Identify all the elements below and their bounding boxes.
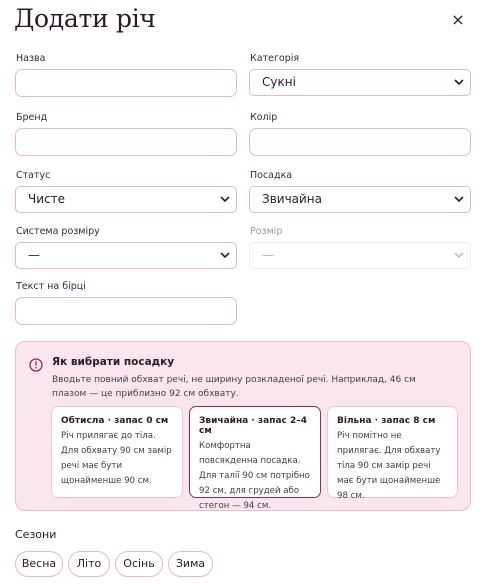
fit-card-text: Річ прилягає до тіла. Для обхвату 90 см замір речі має бути щонайменше 90 см. bbox=[61, 431, 172, 486]
status-value: Чисте bbox=[28, 192, 65, 206]
tag-text-label: Текст на бірці bbox=[16, 281, 86, 292]
season-chip-spring[interactable]: Весна bbox=[15, 551, 63, 577]
chevron-down-icon bbox=[220, 250, 230, 260]
size-label: Розмір bbox=[250, 226, 283, 237]
status-select[interactable] bbox=[15, 186, 237, 213]
fit-card-loose[interactable] bbox=[327, 406, 458, 501]
fit-card-tight[interactable] bbox=[51, 406, 183, 498]
size-value: — bbox=[262, 248, 274, 262]
info-icon bbox=[29, 357, 43, 371]
fit-card-title: Звичайна · запас 2–4 см bbox=[199, 416, 308, 436]
fit-card-title: Вільна · запас 8 см bbox=[337, 416, 436, 426]
chevron-down-icon bbox=[454, 77, 464, 87]
fit-hint-panel bbox=[15, 341, 471, 511]
season-chip-summer[interactable]: Літо bbox=[68, 551, 110, 577]
brand-input[interactable] bbox=[15, 128, 237, 156]
chevron-down-icon bbox=[454, 194, 464, 204]
fit-value: Звичайна bbox=[262, 192, 323, 206]
dialog-title: Додати річ bbox=[14, 4, 156, 33]
fit-card-text: Комфортна повсякденна посадка. Для талії 90 см потрібно 92 см, для грудей або стегон — 94 см. bbox=[199, 441, 310, 511]
category-label: Категорія bbox=[250, 53, 300, 64]
size-select[interactable] bbox=[249, 242, 471, 269]
fit-label: Посадка bbox=[250, 170, 293, 181]
name-label: Назва bbox=[16, 53, 46, 64]
brand-label: Бренд bbox=[16, 112, 48, 123]
seasons-label: Сезони bbox=[15, 528, 57, 541]
fit-select[interactable] bbox=[249, 186, 471, 213]
fit-hint-text: Вводьте повний обхват речі, не ширину розкладеної речі. Наприклад, 46 см плазом — це приблизно 92 см обхвату. bbox=[52, 375, 416, 399]
tag-text-input[interactable] bbox=[15, 297, 237, 325]
category-select[interactable] bbox=[249, 69, 471, 96]
chevron-down-icon bbox=[454, 250, 464, 260]
size-system-select[interactable] bbox=[15, 242, 237, 269]
color-label: Колір bbox=[250, 112, 278, 123]
chevron-down-icon bbox=[220, 194, 230, 204]
fit-card-title: Обтисла · запас 0 см bbox=[61, 416, 169, 426]
size-system-value: — bbox=[28, 248, 40, 262]
season-chip-autumn[interactable]: Осінь bbox=[115, 551, 163, 577]
close-icon[interactable]: × bbox=[451, 10, 465, 29]
status-label: Статус bbox=[16, 170, 51, 181]
color-input[interactable] bbox=[249, 128, 471, 156]
fit-hint-title: Як вибрати посадку bbox=[52, 356, 175, 368]
season-chip-winter[interactable]: Зима bbox=[168, 551, 213, 577]
fit-card-text: Річ помітно не прилягає. Для обхвату тіла 90 см замір речі має бути щонайменше 98 см. bbox=[337, 431, 441, 501]
category-value: Сукні bbox=[262, 75, 296, 89]
size-system-label: Система розміру bbox=[16, 226, 100, 237]
name-input[interactable] bbox=[15, 69, 237, 97]
fit-card-regular[interactable] bbox=[189, 406, 321, 511]
